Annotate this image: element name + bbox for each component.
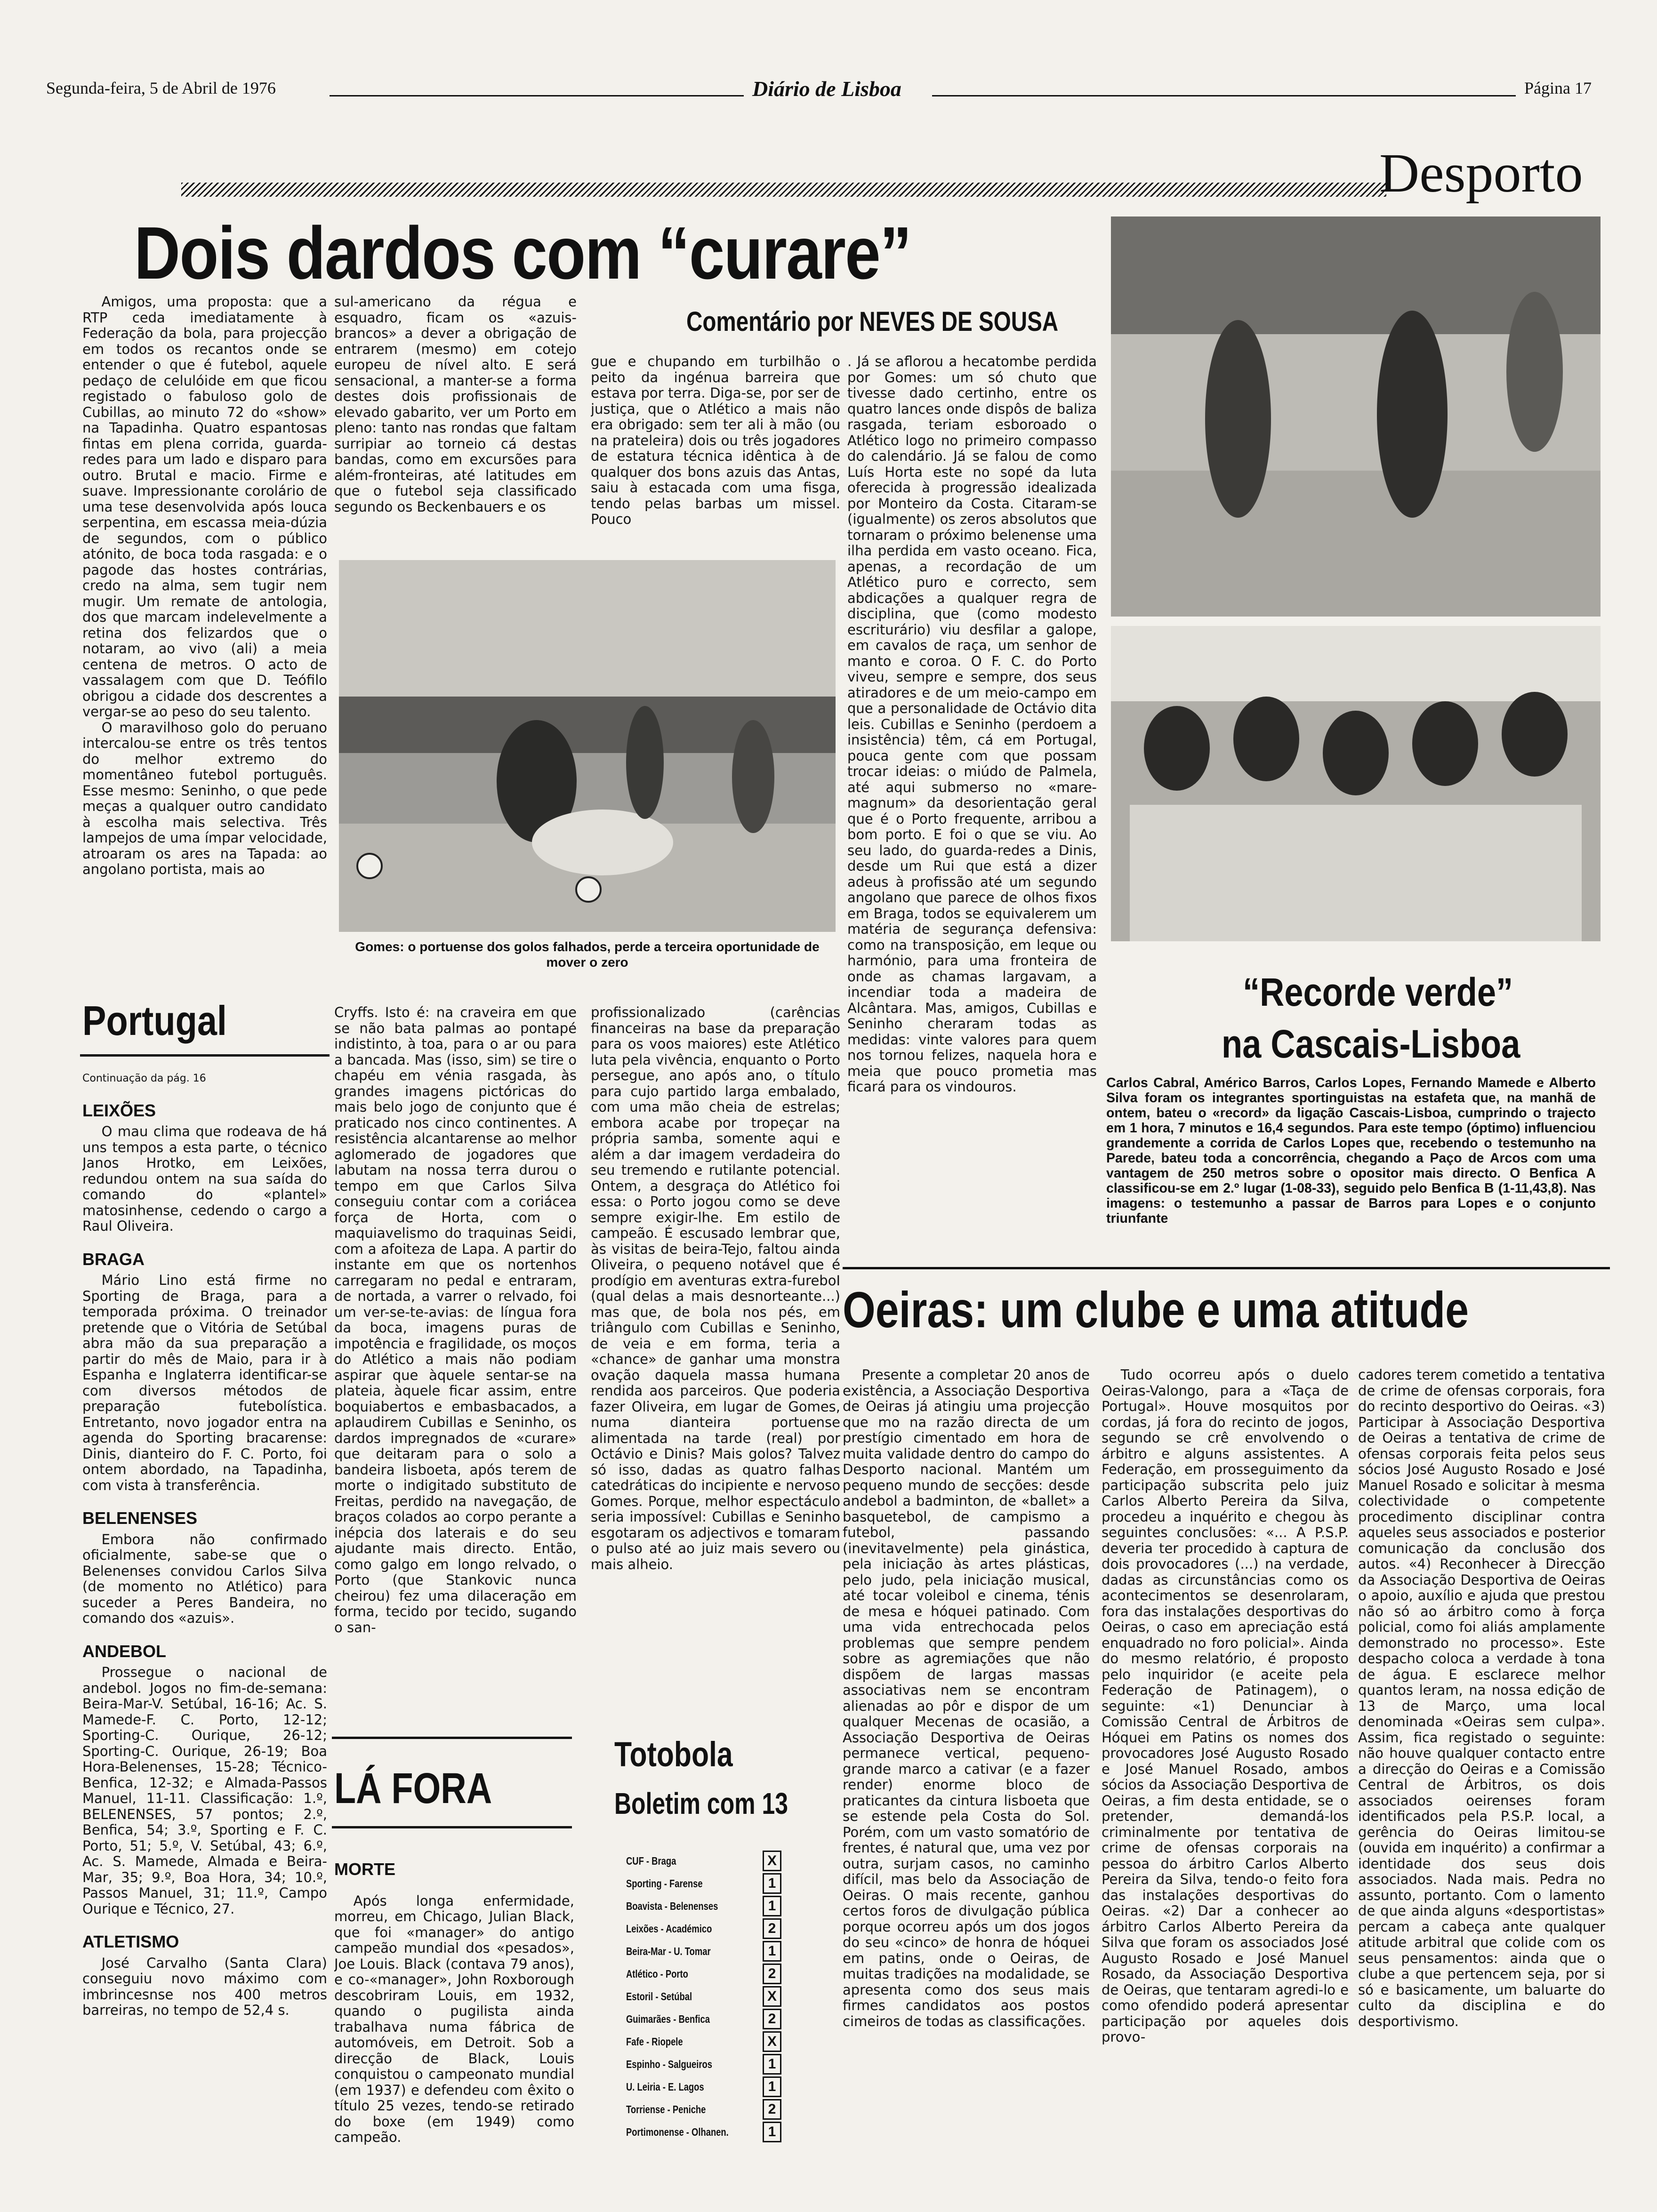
totobola-match: Boavista - Belenenses <box>626 1899 718 1912</box>
totobola-result: 1 <box>763 2076 781 2097</box>
relay-photo-image <box>1111 216 1601 617</box>
totobola-match: Leixões - Académico <box>626 1922 712 1935</box>
totobola-title: Totobola <box>614 1735 733 1774</box>
paragraph: Prossegue o nacional de andebol. Jogos no fim-de-semana: Beira-Mar-V. Setúbal, 16-16; Ac. S. Mamede-F. C. Porto, 12-12; Sporting-C. Ourique, 26-12; Sporting-C. Ourique, 26-19; Boa Hora-Belenenses, 15-28; Técnico-Benfica, 12-32; e Almada-Passos Manuel, 11-11. Classificação: 1.º, BELENENSES, 57 pontos; 2.º, Benfica, 54; 3.º, Sporting e F. C. Porto, 51; 5.º, V. Setúbal, 43; 6.º, Ac. S. Mamede, Almada e Beira-Mar, 35; 9.º, Boa Hora, 34; 10.º, Passos Manuel, 31; 11.º, Campo Ourique e Técnico, 27. <box>82 1664 327 1917</box>
totobola-result: 1 <box>763 2054 781 2075</box>
totobola-match: Beira-Mar - U. Tomar <box>626 1945 711 1957</box>
totobola-match: Estoril - Setúbal <box>626 1990 692 2003</box>
paragraph: José Carvalho (Santa Clara) conseguiu novo máximo com imbrincesnse nos 400 metros barreiras, no tempo de 52,4 s. <box>82 1955 327 2018</box>
football-photo-image <box>339 560 836 932</box>
oeiras-rule <box>843 1267 1610 1269</box>
paragraph: Após longa enfermidade, morreu, em Chicago, Julian Black, que foi «manager» do antigo campeão mundial dos «pesados», Joe Louis. Black (contava 79 anos), e co-«manager», John Roxborough descobriram Louis, em 1932, quando o pugilista ainda trabalhava numa fábrica de automóveis, em Detroit. Sob a direcção de Black, Louis conquistou o campeonato mundial (em 1937) e defendeu com êxito o título 25 vezes, tendo-se retirado do boxe (em 1949) como campeão. <box>334 1892 574 2145</box>
continuation-note: Continuação da pág. 16 <box>82 1073 206 1084</box>
page-number: Página 17 <box>1524 79 1592 97</box>
paragraph: profissionalizado (carências financeiras na base da preparação para os voos maiores) este Atlético luta pela vivência, enquanto o Porto persegue, ano após ano, o título para cujo partido larga embalado, com uma mão cheia de estrelas; embora acabe por tropeçar na própria samba, somente aqui e além a dar imagem verdadeira do seu tremendo e rutilante potencial. Ontem, a desgraça do Atlético foi essa: o Porto jogou como se deve sempre exigir-lhe. Em estilo de campeão. É escusado lembrar que, às visitas de beira-Tejo, faltou ainda Oliveira, o pequeno notável que é prodígio em aventuras extra-fureboI (qual delas a mais desnorteante...) mas que, de bola nos pés, em triângulo com Cubillas e Seninho, de veia e em forma, teria a «chance» de ganhar uma monstra ovação daquela massa humana rendida aos parceiros. Que poderia fazer Oliveira, em lugar de Gomes, numa dianteira portuense alimentada na tarde (real) por Octávio e Dinis? Mais golos? Talvez só isso, dadas as quatro falhas catedráticas do incipiente e nervoso Gomes. Porque, melhor espectáculo seria impossível: Cubillas e Seninho esgotaram os adjectivos e tomaram o pulso até ao juiz mais severo ou mais alheio. <box>591 1005 840 1572</box>
totobola-result: X <box>763 1986 781 2007</box>
paragraph: O maravilhoso golo do peruano intercalou-se entre os três tentos do melhor extremo do momentâneo futebol português. Esse mesmo: Seninho, o que pede meças a qualquer outro candidato à escolha mais selectiva. Três lampejos de uma ímpar velocidade, atroaram os ares na Tapada: ao angolano portista, mais ao <box>82 719 327 877</box>
totobola-list <box>626 1850 781 2143</box>
section-band <box>181 183 1386 197</box>
paragraph: gue e chupando em turbilhão o peito da ingénua barreira que estava por terra. Diga-se, por ser de justiça, que o Atlético a mais não era obrigado: sem ter ali à mão (ou na prateleira) dois ou três jogadores de estatura técnica idêntica à de qualquer dos bons azuis das Antas, saiu à estacada com uma fisga, tendo pelas barbas um missel. Pouco <box>591 354 840 527</box>
relay-photo <box>1111 216 1601 617</box>
totobola-match: CUF - Braga <box>626 1854 676 1867</box>
oeiras-col3 <box>1358 1367 1605 2200</box>
section-heading: MORTE <box>334 1861 395 1879</box>
totobola-row <box>626 1895 781 1917</box>
paragraph: . Já se aflorou a hecatombe perdida por Gomes: um só chuto que tivesse dado certinho, entre os quatro lances onde dispôs de baliza rasgada, teriam esboroado o Atlético logo no primeiro compasso do calendário. Já se falou de como Luís Horta este no sopé da luta oferecida à progressão idealizada por Monteiro da Costa. Citaram-se (igualmente) os zeros absolutos que tornaram o próximo belenense uma ilha perdida em vasto oceano. Fica, apenas, a recordação de um Atlético puro e correcto, sem abdicações a qualquer regra de disciplina, que (como modesto escriturário) viu desfilar a galope, em cavalos de raça, um senhor de manto e coroa. O F. C. do Porto viveu, sempre e sempre, dos seus atiradores e de um meio-campo em que a personalidade de Octávio dita leis. Cubillas e Seninho (perdoem a insistência) têm, cá em Portugal, pouca gente com que possam trocar ideias: o miúdo de Palmela, até aqui submerso no «mare-magnum» da desorientação geral que é o Porto frequente, arribou a bom porto. E foi o que se viu. Ao seu lado, do guarda-redes a Dinis, desde um Rui que está a dizer adeus à profissão até um segundo angolano que parece de olhos fixos em Braga, todos se equivalerem um matéria de segurança defensiva: como na transposição, em leque ou harmónio, para uma fronteira de onde as chamas largavam, a incendiar toda a madeira de Alcântara. Mas, amigos, Cubillas e Seninho cheraram todas as medidas: vinte valores para quem nos tornou felizes, naquela hora e meia que pouco prometia mas ficará para os vindouros. <box>847 354 1097 1095</box>
paragraph: sul-americano da régua e esquadro, ficam os «azuis-brancos» a dever a obrigação de entrarem (mesmo) em cotejo europeu de nível alto. E será sensacional, a manter-se a forma destes dois profissionais de elevado gabarito, ver um Porto em pleno: tanto nas rondas que faltam surripiar ao torneio cá destas bandas, como em excursões para além-fronteiras, até latitudes em que o futebol seja classificado segundo os Beckenbauers e os <box>334 294 577 515</box>
totobola-match: Guimarães - Benfica <box>626 2012 710 2025</box>
totobola-match: Fafe - Riopele <box>626 2035 683 2048</box>
oeiras-col2 <box>1102 1367 1349 2200</box>
totobola-result: 1 <box>763 1941 781 1962</box>
section-heading: BELENENSES <box>82 1508 198 1528</box>
totobola-row <box>626 1985 781 2008</box>
totobola-result: 2 <box>763 1918 781 1939</box>
section-heading: ATLETISMO <box>82 1932 179 1951</box>
main-article-col3 <box>591 354 840 545</box>
totobola-match: Torriense - Peniche <box>626 2103 706 2116</box>
totobola-row <box>626 1940 781 1963</box>
paragraph: Tudo ocorreu após o duelo Oeiras-Valongo, para a «Taça de Portugal». Houve mosquitos por cordas, já fora do recinto de jogos, segundo se crê envolvendo o árbitro e alguns assistentes. A Federação, em prosseguimento da participação subscrita pelo juiz Carlos Alberto Pereira da Silva, procedeu a inquérito e chegou às seguintes conclusões: «... A P.S.P. deveria ter procedido à captura de dois provocadores (...) na verdade, dadas as circunstâncias como os acontecimentos se desenrolaram, fora das instalações desportivas do Oeiras, o caso em apreciação está enquadrado no foro policial». Ainda do mesmo relatório, é proposto pelo inquiridor (e aceite pela Federação de Patinagem), o seguinte: «1) Denunciar à Comissão Central de Árbitros de Hóquei em Patins os nomes dos provocadores José Augusto Rosado e José Manuel Rosado, ambos sócios da Associação Desportiva de Oeiras, a fim desta entidade, se o pretender, demandá-los criminalmente por tentativa de crime de ofensas corporais na pessoa do árbitro Carlos Alberto Pereira da Silva, tendo-o feito fora das instalações desportivas do Oeiras. «2) Dar a conhecer ao árbitro Carlos Alberto Pereira da Silva que foram os associados José Augusto Rosado e José Manuel Rosado, da Associação Desportiva de Oeiras, que tentaram agredi-lo e como ofendido poderá apresentar participação por aqueles dois provo- <box>1102 1367 1349 2045</box>
recorde-caption: Carlos Cabral, Américo Barros, Carlos Lopes, Fernando Mamede e Alberto Silva foram os integrantes sportinguistas na estafeta que, na manhã de ontem, bateu o «record» da ligação Cascais-Lisboa, cumprindo o trajecto em 1 hora, 7 minutos e 16,4 segundos. Para este tempo (óptimo) influenciou grandemente a corrida de Carlos Lopes que, recebendo o testemunho na Parede, bateu toda a concorrência, chegando a Paço de Arcos com uma vantagem de 250 metros sobre o opositor mais directo. O Benfica A classificou-se em 2.º lugar (1-08-33), seguido pelo Benfica B (1-11,43,8). Nas imagens: o testemunho a passar de Barros para Lopes e o conjunto triunfante <box>1106 1075 1596 1226</box>
paragraph: cadores terem cometido a tentativa de crime de ofensas corporais, fora do recinto desportivo do Oeiras. «3) Participar à Associação Desportiva de Oeiras a tentativa de crime de ofensas corporais feita pelos seus sócios José Augusto Rosado e José Manuel Rosado e solicitar à mesma colectividade o competente procedimento disciplinar contra aqueles seus associados e posterior comunicação da conclusão dos autos. «4) Reconhecer à Direcção da Associação Desportiva de Oeiras o apoio, auxílio e ajuda que prestou não só ao árbitro como à força policial, como foi aliás amplamente demonstrado no processo». Este despacho coloca a verdade à tona de água. E esclarece melhor quantos leram, na nossa edição de 13 de Março, uma local denominada «Oeiras sem culpa». Assim, fica registado o seguinte: não houve qualquer contacto entre a direcção do Oeiras e a Comissão Central de Árbitros, os dois associados oeirenses foram identificados pela P.S.P. local, a gerência do Oeiras limitou-se (ouvida em inquérito) a confirmar a identidade dos seus dois associados. Nada mais. Pedra no assunto, portanto. Com o lamento de que ainda alguns «desportistas» percam a cabeça ante qualquer atitude arbitral que colide com os seus pensamentos: ainda que o clube a que pertencem seja, por si só e basicamente, um baluarte do culto da disciplina e do desportivismo. <box>1358 1367 1605 2029</box>
totobola-row <box>626 2053 781 2076</box>
totobola-row <box>626 2008 781 2030</box>
totobola-row <box>626 2030 781 2053</box>
totobola-row <box>626 2121 781 2143</box>
totobola-match: U. Leiria - E. Lagos <box>626 2080 704 2093</box>
recorde-headline-line2: na Cascais-Lisboa <box>1222 1022 1520 1066</box>
totobola-result: 2 <box>763 2009 781 2029</box>
paragraph: Mário Lino está firme no Sporting de Braga, para a temporada próxima. O treinador pretende que o Vitória de Setúbal abra mão da sua preparação a partir do mês de Maio, para ir à Espanha e Inglaterra identificar-se com diversos métodos de preparação futebolística. Entretanto, novo jogador entra na agenda do Sporting bracarense: Dinis, dianteiro do F. C. Porto, foi ontem abordado, na Tapadinha, com vista à transferência. <box>82 1272 327 1493</box>
portugal-rule <box>80 1054 330 1057</box>
totobola-row <box>626 2098 781 2121</box>
main-article-col4 <box>847 354 1097 1262</box>
totobola-result: 2 <box>763 2099 781 2120</box>
paragraph: Cryffs. Isto é: na craveira em que se não bata palmas ao pontapé indistinto, à toa, para o ar ou para a bancada. Mas (isso, sim) se tire o chapéu em vénia rasgada, às grandes imagens pictóricas do mais belo jogo de conjunto que é praticado nos cinco continentes. A resistência alcantarense ao melhor aglomerado de jogadores que labutam na nossa terra durou o tempo em que Carlos Silva conseguiu contar com a coriácea força de Horta, com o maquiavelismo do traquinas Seidi, com a afoiteza de Lapa. A partir do instante em que os nortenhos carregaram no pedal e entraram, de nortada, a varrer o relvado, foi um ver-se-te-avias: de língua fora da boca, imagens puras de impotência e fragilidade, os moços do Atlético a mais não podiam aspirar que àquele sentar-se na plateia, àquele ficar assim, entre boquiabertos e embasbacados, a aplaudirem Cubillas e Seninho, os dardos impregnados de «curare» que deitaram para o solo a bandeira lisboeta, após terem de morte o indigitado substituto de Freitas, perdido na navegação, de braços colados ao corpo perante a inépcia dos laterais e do seu ajudante mais directo. Então, como galgo em longo relvado, o Porto (que Stankovic nunca cheirou) fez uma dilaceração em forma, tecido por tecido, sugando o san- <box>334 1005 577 1635</box>
paragraph: Amigos, uma proposta: que a RTP ceda imediatamente à Federação da bola, para projecção em todos os recantos onde se entender o que é futebol, aquele pedaço de celulóide em que ficou registado o fabuloso golo de Cubillas, ao minuto 72 do «show» na Tapadinha. Quatro espantosas fintas em plena corrida, guarda-redes para um lado e disparo para outro. Brutal e macio. Firme e suave. Impressionante corolário de uma tese desenvolvida após louca serpentina, em escassa meia-dúzia de segundos, com o público atónito, de boca toda rasgada: e o pagode das hostes contrárias, credo na alma, sem tugir nem mugir. Um remate de antologia, dos que marcam indelevelmente a retina dos felizardos que o notaram, ao vivo (ali) a meia centena de metros. O acto de vassalagem com que D. Teófilo obrigou a cidade dos descrentes a vergar-se ao peso do seu talento. <box>82 294 327 720</box>
totobola-subtitle: Boletim com 13 <box>614 1787 788 1820</box>
lafora-rule <box>332 1737 572 1739</box>
totobola-result: X <box>763 2031 781 2052</box>
issue-date: Segunda-feira, 5 de Abril de 1976 <box>46 79 276 97</box>
lafora-title: LÁ FORA <box>334 1764 492 1812</box>
totobola-row <box>626 1850 781 1872</box>
paragraph: O mau clima que rodeava de há uns tempos a esta parte, o técnico Janos Hrotko, em Leixões, redundou ontem na sua saída do comando do «plantel» matosinhense, cedendo o cargo a Raul Oliveira. <box>82 1123 327 1234</box>
totobola-match: Espinho - Salgueiros <box>626 2058 713 2070</box>
totobola-row <box>626 1963 781 1985</box>
team-photo <box>1111 626 1601 941</box>
totobola-result: 2 <box>763 1964 781 1984</box>
totobola-result: X <box>763 1851 781 1871</box>
oeiras-headline: Oeiras: um clube e uma atitude <box>843 1281 1469 1338</box>
recorde-headline-line1: “Recorde verde” <box>1243 970 1513 1014</box>
totobola-result: 1 <box>763 1896 781 1916</box>
team-photo-image <box>1111 626 1601 941</box>
section-heading: LEIXÕES <box>82 1100 156 1120</box>
football-photo <box>339 560 836 932</box>
totobola-box <box>588 1730 814 2200</box>
main-headline: Dois dardos com “curare” <box>134 212 911 295</box>
header-rule-right <box>932 95 1516 96</box>
lafora-column <box>334 1861 574 2200</box>
totobola-row <box>626 2076 781 2098</box>
section-heading: BRAGA <box>82 1249 145 1269</box>
totobola-row <box>626 1872 781 1895</box>
oeiras-col1 <box>843 1367 1090 2200</box>
section-title: Desporto <box>1379 142 1583 204</box>
main-article-col1 <box>82 294 327 993</box>
portugal-title: Portugal <box>82 997 227 1044</box>
totobola-match: Sporting - Farense <box>626 1877 703 1890</box>
section-heading: ANDEBOL <box>82 1641 166 1661</box>
paragraph: Presente a completar 20 anos de existência, a Associação Desportiva de Oeiras já atingiu uma projecção que mo na razão directa de um prestígio cimentado em hora de muita validade dentro do campo do Desporto nacional. Mantém um pequeno mundo de secções: desde andebol a badminton, de «ballet» a basquetebol, de campismo a futebol, passando (inevitavelmente) pela ginástica, pela iniciação às artes plásticas, pelo judo, pela iniciação musical, até tocar voleibol e cinema, ténis de mesa e hóquei patinado. Com uma vida entrechocada pelos problemas que sempre pendem sobre as agremiações que não dispõem de largas massas associativas nem se encontram alienadas ao pôr e dispor de um qualquer Mecenas de ocasião, a Associação Desportiva de Oeiras permanece vertical, pequeno-grande marco a cativar (e a fazer render) enorme bloco de praticantes da cintura lisboeta que se estende pela Costa do Sol. Porém, com um vasto somatório de frentes, é natural que, uma vez por outra, surjam casos, no caminho difícil, mas belo da Associação de Oeiras. O mais recente, ganhou certos foros de divulgação pública porque ocorreu após um dos jogos do seu «cinco» de honra de hóquei em patins, onde o Oeiras, de muitas tradições na modalidade, se apresenta como dos seus mais firmes candidatos aos postos cimeiros de todas as classificações. <box>843 1367 1090 2029</box>
masthead: Diário de Lisboa <box>752 77 901 101</box>
lafora-rule-bottom <box>332 1826 572 1828</box>
totobola-result: 1 <box>763 2122 781 2142</box>
main-article-col2 <box>334 294 577 546</box>
main-article-cont-col2 <box>334 1005 577 1720</box>
totobola-match: Portimonense - Olhanen. <box>626 2125 729 2138</box>
football-photo-caption: Gomes: o portuense dos golos falhados, perde a terceira oportunidade de mover o zero <box>355 939 820 970</box>
totobola-row <box>626 1917 781 1940</box>
paragraph: Embora não confirmado oficialmente, sabe-se que o Belenenses convidou Carlos Silva (de momento no Atlético) para suceder a Peres Bandeira, no comando dos «azuis». <box>82 1531 327 1626</box>
byline: Comentário por NEVES DE SOUSA <box>686 306 1059 337</box>
totobola-match: Atlético - Porto <box>626 1967 688 1980</box>
header-rule <box>330 95 744 96</box>
totobola-result: 1 <box>763 1873 781 1894</box>
portugal-column <box>82 1071 327 2200</box>
main-article-cont-col3 <box>591 1005 840 1720</box>
